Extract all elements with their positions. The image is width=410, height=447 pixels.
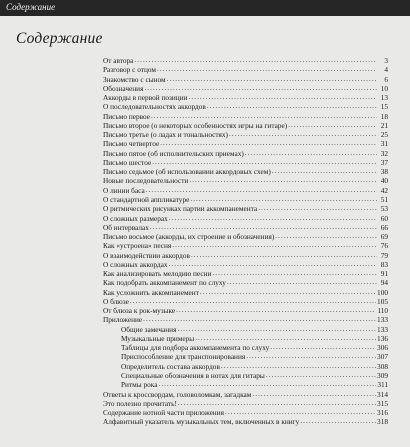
toc-entry-title: Музыкальные примеры: [121, 333, 195, 343]
toc-leader-dots: [207, 102, 377, 111]
toc-entry-title: Алфавитный указатель музыкальных тем, включенных в книгу: [103, 417, 300, 427]
toc-entry-title: Письмо седьмое (об использовании аккордовых схем): [103, 167, 271, 177]
toc-entry-page: 308: [377, 361, 388, 371]
toc-entry: [103, 343, 388, 352]
toc-entry-title: Знакомство с сыном: [103, 74, 166, 84]
toc-entry-title: О ритмических рисунках партии аккомпанемента: [103, 204, 258, 214]
toc-entry-title: Обозначения: [103, 83, 144, 93]
toc-leader-dots: [169, 214, 377, 223]
toc-entry-page: 79: [380, 250, 388, 260]
toc-leader-dots: [151, 112, 377, 121]
toc-entry-title: Определитель состава аккордов: [121, 361, 220, 371]
toc-entry: [103, 297, 388, 306]
toc-leader-dots: [172, 241, 377, 250]
toc-entry: [103, 390, 388, 399]
toc-entry-page: 31: [380, 139, 388, 149]
toc-leader-dots: [177, 325, 376, 334]
toc-entry-page: 314: [377, 389, 388, 399]
toc-entry-title: Приложение: [103, 315, 143, 325]
toc-leader-dots: [212, 269, 377, 278]
toc-entry-page: 83: [380, 259, 388, 269]
toc-leader-dots: [178, 399, 376, 408]
toc-entry: [103, 102, 388, 111]
toc-leader-dots: [252, 390, 376, 399]
toc-leader-dots: [229, 130, 377, 139]
toc-entry: [103, 278, 388, 287]
toc-entry: [103, 353, 388, 362]
toc-entry: [103, 158, 388, 167]
toc-entry-title: Как анализировать мелодию песни: [103, 269, 212, 279]
toc-leader-dots: [189, 93, 377, 102]
toc-entry-page: 4: [384, 65, 388, 75]
toc-entry-title: Как подобрать аккомпанемент по слуху: [103, 278, 226, 288]
toc-entry: [103, 371, 388, 380]
toc-entry: [103, 65, 388, 74]
toc-entry: [103, 93, 388, 102]
toc-entry-page: 69: [380, 232, 388, 242]
toc-entry-title: От автора: [103, 55, 134, 65]
toc-entry-title: Разговор с отцом: [103, 65, 156, 75]
toc-entry-page: 38: [380, 167, 388, 177]
toc-leader-dots: [143, 315, 376, 324]
toc-leader-dots: [169, 260, 377, 269]
toc-leader-dots: [221, 362, 376, 371]
toc-entry-title: Приспособление для транспонирования: [121, 352, 246, 362]
toc-entry-page: 21: [380, 120, 388, 130]
toc-entry-page: 110: [377, 306, 388, 316]
toc-entry-page: 37: [380, 157, 388, 167]
toc-entry-title: Письмо шестое: [103, 157, 152, 167]
toc-entry-title: Как усложнить аккомпанемент: [103, 287, 199, 297]
toc-entry-title: Письмо третье (о ладах и тональностях): [103, 130, 228, 140]
toc-leader-dots: [272, 167, 377, 176]
toc-leader-dots: [288, 121, 377, 130]
toc-leader-dots: [189, 176, 377, 185]
toc-entry: [103, 167, 388, 176]
toc-entry: [103, 269, 388, 278]
toc-leader-dots: [191, 251, 377, 260]
toc-entry-title: О блюзе: [103, 296, 129, 306]
toc-entry-page: 91: [380, 269, 388, 279]
toc-entry-title: Письмо четвертое: [103, 139, 160, 149]
toc-entry-title: Об интервалах: [103, 222, 149, 232]
toc-leader-dots: [200, 288, 376, 297]
toc-entry-page: 13: [380, 93, 388, 103]
toc-entry: [103, 380, 388, 389]
page-title: Содержание: [16, 30, 103, 47]
toc-entry: [103, 362, 388, 371]
toc-entry-title: О стандартной аппликатуре: [103, 194, 190, 204]
table-of-contents: [103, 56, 388, 427]
toc-entry-page: 42: [380, 185, 388, 195]
toc-entry-page: 6: [384, 74, 388, 84]
toc-entry-page: 66: [380, 222, 388, 232]
toc-entry-page: 306: [377, 343, 388, 353]
toc-entry-title: Содержание нотной части приложения: [103, 408, 224, 418]
toc-entry-page: 3: [384, 55, 388, 65]
toc-entry: [103, 149, 388, 158]
toc-entry-page: 40: [380, 176, 388, 186]
toc-entry-title: О взаимодействии аккордов: [103, 250, 190, 260]
toc-entry-page: 60: [380, 213, 388, 223]
toc-entry: [103, 214, 388, 223]
toc-entry-title: Специальные обозначения в нотах для гитары: [121, 371, 265, 381]
toc-leader-dots: [176, 306, 376, 315]
toc-entry-page: 100: [377, 287, 388, 297]
toc-leader-dots: [157, 65, 377, 74]
toc-entry-title: Письмо восьмое (аккорды, их строение и обозначения): [103, 232, 275, 242]
toc-leader-dots: [167, 75, 377, 84]
toc-entry-page: 32: [380, 148, 388, 158]
toc-entry-page: 10: [380, 83, 388, 93]
toc-entry-page: 133: [377, 324, 388, 334]
toc-leader-dots: [195, 334, 376, 343]
toc-entry: [103, 334, 388, 343]
toc-entry-page: 133: [377, 315, 388, 325]
toc-entry: [103, 325, 388, 334]
toc-entry-page: 316: [377, 408, 388, 418]
toc-entry-title: О линии баса: [103, 185, 145, 195]
toc-leader-dots: [266, 371, 376, 380]
toc-entry: [103, 195, 388, 204]
toc-entry-page: 51: [380, 194, 388, 204]
toc-leader-dots: [258, 204, 377, 213]
toc-entry-page: 94: [380, 278, 388, 288]
toc-entry-page: 315: [377, 398, 388, 408]
toc-entry-page: 311: [377, 380, 388, 390]
toc-entry-page: 136: [377, 333, 388, 343]
toc-entry-title: О последовательностях аккордов: [103, 102, 206, 112]
toc-entry: [103, 232, 388, 241]
toc-leader-dots: [150, 223, 377, 232]
toc-entry: [103, 260, 388, 269]
toc-entry-title: Ответы к кроссвордам, головоломкам, загадкам: [103, 389, 252, 399]
toc-entry-title: Общие замечания: [121, 324, 177, 334]
toc-leader-dots: [146, 186, 377, 195]
toc-entry-title: Это полезно прочитать!: [103, 398, 177, 408]
toc-leader-dots: [270, 343, 376, 352]
toc-entry: [103, 186, 388, 195]
toc-entry-title: Письмо первое: [103, 111, 150, 121]
toc-entry: [103, 84, 388, 93]
toc-entry-page: 15: [380, 102, 388, 112]
toc-leader-dots: [152, 158, 377, 167]
toc-entry: [103, 417, 388, 426]
toc-leader-dots: [190, 195, 377, 204]
toc-entry-title: О сложных размерах: [103, 213, 168, 223]
toc-entry: [103, 408, 388, 417]
toc-entry: [103, 75, 388, 84]
toc-entry-page: 18: [380, 111, 388, 121]
toc-entry-title: Аккорды в первой позиции: [103, 93, 188, 103]
toc-entry: [103, 176, 388, 185]
toc-entry-page: 53: [380, 204, 388, 214]
toc-leader-dots: [227, 278, 377, 287]
toc-entry-page: 318: [377, 417, 388, 427]
toc-entry-page: 25: [380, 130, 388, 140]
toc-entry-title: Письмо второе (о некоторых особенностях игры на гитаре): [103, 120, 288, 130]
toc-leader-dots: [144, 84, 377, 93]
toc-entry-title: Таблицы для подбора аккомпанемента по слуху: [121, 343, 270, 353]
toc-entry: [103, 121, 388, 130]
toc-entry: [103, 306, 388, 315]
toc-leader-dots: [275, 232, 377, 241]
toc-entry-page: 309: [377, 371, 388, 381]
toc-entry: [103, 399, 388, 408]
toc-leader-dots: [158, 380, 376, 389]
toc-entry: [103, 223, 388, 232]
toc-entry: [103, 130, 388, 139]
toc-entry-page: 76: [380, 241, 388, 251]
toc-entry-page: 105: [377, 296, 388, 306]
toc-leader-dots: [246, 352, 376, 361]
toc-entry-title: О сложных аккордах: [103, 259, 168, 269]
toc-entry: [103, 139, 388, 148]
toc-entry: [103, 315, 388, 324]
toc-leader-dots: [134, 56, 377, 65]
toc-entry-title: Ритмы рока: [121, 380, 158, 390]
toc-leader-dots: [130, 297, 376, 306]
toc-entry: [103, 56, 388, 65]
toc-leader-dots: [160, 139, 377, 148]
toc-leader-dots: [300, 417, 376, 426]
toc-entry: [103, 251, 388, 260]
toc-entry-title: Новые последовательности: [103, 176, 189, 186]
running-header: [0, 0, 410, 16]
toc-entry-page: 307: [377, 352, 388, 362]
toc-entry: [103, 288, 388, 297]
toc-entry-title: От блюза к рок-музыке: [103, 306, 176, 316]
running-header-title: Содержание: [6, 2, 56, 12]
toc-leader-dots: [225, 408, 376, 417]
toc-entry: [103, 204, 388, 213]
toc-entry: [103, 112, 388, 121]
toc-entry-title: Как «устроена» песня: [103, 241, 172, 251]
toc-entry-title: Письмо пятое (об исполнительских приемах): [103, 148, 244, 158]
toc-leader-dots: [245, 149, 377, 158]
toc-entry: [103, 241, 388, 250]
